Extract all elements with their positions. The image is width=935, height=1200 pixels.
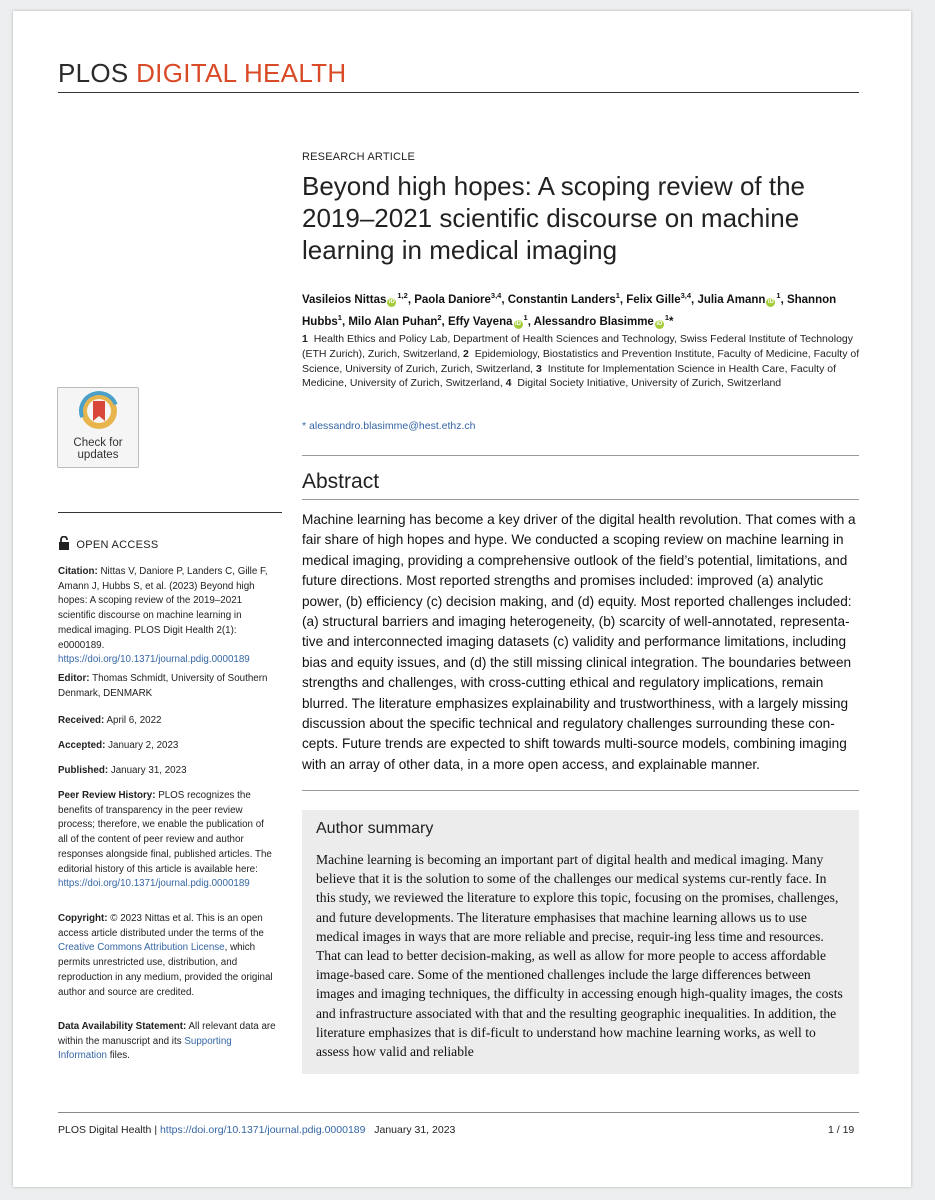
footer-rule bbox=[58, 1112, 859, 1113]
published-date: January 31, 2023 bbox=[110, 765, 187, 776]
author-separator: , bbox=[780, 293, 787, 306]
author-separator: * bbox=[669, 316, 674, 329]
footer-journal: PLOS Digital Health bbox=[58, 1124, 152, 1136]
author-affiliation-sup: 2 bbox=[437, 313, 442, 323]
journal-brand bbox=[58, 58, 346, 89]
supporting-info-link[interactable]: Supporting Information bbox=[58, 1035, 232, 1062]
author-separator: , bbox=[441, 316, 448, 329]
check-for-updates-label bbox=[57, 437, 139, 461]
abstract-bottom-rule bbox=[302, 790, 859, 791]
author-name: Constantin Landers bbox=[507, 293, 616, 306]
author-affiliation-sup: 3,4 bbox=[680, 291, 692, 300]
peer-review-text: PLOS recognizes the benefits of transparency in the peer review process; therefore, we enable the publication of all of the content of peer review and author responses alongside final, published articles. The editorial history of this article is available here: bbox=[58, 790, 272, 875]
received-block bbox=[58, 714, 276, 729]
abstract-top-rule bbox=[302, 455, 859, 456]
peer-review-block bbox=[58, 789, 276, 892]
data-availability-text-2: files. bbox=[109, 1050, 130, 1062]
data-availability-label: Data Availability Statement: bbox=[58, 1021, 187, 1032]
citation-doi-link[interactable]: https://doi.org/10.1371/journal.pdig.0000189 bbox=[58, 654, 250, 666]
page-footer bbox=[58, 1124, 455, 1136]
peer-review-label: Peer Review History: bbox=[58, 790, 156, 801]
check-line-2: updates bbox=[77, 449, 119, 461]
corresponding-marker: * bbox=[302, 420, 307, 432]
author-name: Vasileios Nittas bbox=[302, 293, 387, 306]
affiliation-number: 2 bbox=[463, 347, 469, 360]
affiliations bbox=[302, 332, 867, 391]
affiliation-text: Health Ethics and Policy Lab, Department of Health Sciences and Technology, Swiss Federal Institute of Technology (ETH Zurich), Zurich, Switzerland, bbox=[302, 333, 853, 360]
author-summary-text: Machine learning is becoming an important part of digital health and medical imaging. Many believe that it is the solution to some of the challenges our medical systems cur-rently face. In this study, we reviewed the literature to explore this topic, focusing on the promises, challenges, and future developments. The literature emphasises that machine learning allows us to use medical images in ways that are more reliable and precise, requir-ing less time and resources. That can lead to better decision-making, as well as allow for more people to access affordable image-based care. Some of the mentioned challenges include the large differences between images and imaging techniques, the difficulty in accessing enough high-quality images, the costs and infrastructure associated with that and the resulting geographic inequalities. In addition, the literature emphasizes that is dif-ficult to understand how machine learning works, as well to assess how valid and reliable bbox=[316, 852, 843, 1060]
author-name: Felix Gille bbox=[626, 293, 681, 306]
orcid-icon[interactable]: iD bbox=[656, 321, 663, 328]
copyright-block bbox=[58, 912, 276, 1000]
author-separator: , bbox=[527, 316, 534, 329]
published-label: Published: bbox=[58, 765, 109, 776]
copyright-text-2: , which permits unrestricted use, distribution, and reproduction in any medium, provided the original author and source are credited. bbox=[58, 942, 273, 998]
footer-separator: | bbox=[154, 1124, 158, 1136]
received-label: Received: bbox=[58, 715, 105, 726]
author-affiliation-sup: 1 bbox=[337, 313, 342, 323]
unlock-icon bbox=[58, 536, 70, 550]
editor-text: Thomas Schmidt, University of Southern Denmark, DENMARK bbox=[58, 673, 268, 699]
author-affiliation-sup: 3,4 bbox=[490, 291, 502, 300]
author-separator: , bbox=[619, 293, 627, 306]
editor-label: Editor: bbox=[58, 673, 90, 684]
citation-label: Citation: bbox=[58, 566, 98, 577]
author-name: Milo Alan Puhan bbox=[348, 316, 438, 329]
author-affiliation-sup: 1 bbox=[776, 291, 781, 300]
check-line-1: Check for bbox=[73, 437, 123, 449]
orcid-icon[interactable]: iD bbox=[388, 298, 395, 305]
footer-doi-link[interactable]: https://doi.org/10.1371/journal.pdig.0000189 bbox=[159, 1124, 366, 1136]
accepted-label: Accepted: bbox=[58, 740, 106, 751]
affiliation-number: 4 bbox=[505, 377, 512, 390]
received-date: April 6, 2022 bbox=[106, 715, 162, 726]
journal-prefix: PLOS bbox=[58, 58, 129, 88]
page-number: 1 / 19 bbox=[828, 1124, 855, 1136]
header-rule bbox=[58, 92, 859, 93]
affiliation-number: 3 bbox=[536, 362, 542, 375]
orcid-icon[interactable]: iD bbox=[515, 321, 522, 328]
orcid-icon[interactable]: iD bbox=[767, 298, 774, 305]
citation-block bbox=[58, 565, 276, 668]
author-separator: , bbox=[691, 293, 698, 306]
author-affiliation-sup: 1,2 bbox=[397, 291, 408, 300]
author-name: Alessandro Blasimme bbox=[533, 316, 654, 329]
author-separator: , bbox=[501, 293, 508, 306]
abstract-text: Machine learning has become a key driver of the digital health revolution. That comes with a fair share of high hopes and hype. We conducted a scoping review on machine learning in medical imaging, providing a comprehensive outlook of the field’s potential, limitations, and future directions. Most reported strengths and promises included: improved (a) analytic power, (b) efficiency (c) decision making, and (d) equity. Most reported challenges included: (a) structural barriers and imaging heterogeneity, (b) scarcity of well-annotated, representa-tive and interconnected imaging datasets (c) validity and performance limitations, including bias and equity issues, and (d) the still missing clinical integration. The boundaries between strengths and challenges, with cross-cutting ethical and regulatory implications, remain blurred. The literature emphasizes explainability and trustworthiness, with a largely missing discussion about the specific technical and regulatory challenges surrounding these con-cepts. Future trends are expected to shift towards multi-source models, combining imaging with an array of other data, in a more open access, and explainable manner. bbox=[302, 512, 856, 772]
accepted-block bbox=[58, 739, 276, 754]
author-separator: , bbox=[407, 293, 415, 306]
affiliation-number: 1 bbox=[302, 333, 308, 345]
peer-review-link[interactable]: https://doi.org/10.1371/journal.pdig.0000189 bbox=[58, 878, 250, 890]
author-affiliation-sup: 1 bbox=[664, 313, 669, 323]
author-name: Effy Vayena bbox=[447, 316, 513, 329]
author-name: Shannon Hubbs bbox=[302, 293, 837, 329]
corresponding-author bbox=[302, 420, 476, 432]
author-summary-heading: Author summary bbox=[316, 820, 434, 837]
affiliation-text: Institute for Implementation Science in Health Care, Faculty of Medicine, University of Zurich, Switzerland, bbox=[302, 362, 836, 390]
affiliation-text: Digital Society Initiative, University of Zurich, Switzerland bbox=[517, 377, 782, 390]
abstract-heading-rule bbox=[302, 499, 859, 500]
data-availability-text: All relevant data are within the manuscript and its bbox=[58, 1021, 276, 1047]
journal-name: DIGITAL HEALTH bbox=[136, 58, 347, 88]
author-affiliation-sup: 1 bbox=[615, 291, 620, 300]
copyright-label: Copyright: bbox=[58, 913, 108, 924]
abstract-heading: Abstract bbox=[302, 470, 380, 493]
article-type: RESEARCH ARTICLE bbox=[302, 151, 416, 163]
citation-text: Nittas V, Daniore P, Landers C, Gille F, Amann J, Hubbs S, et al. (2023) Beyond high hopes: A scoping review of the 2019–2021 scientific discourse on machine learning in medical imaging. PLOS Digit Health 2(1): e0000189. bbox=[58, 566, 268, 651]
open-access-text: OPEN ACCESS bbox=[76, 539, 159, 551]
cc-license-link[interactable]: Creative Commons Attribution License bbox=[58, 942, 225, 954]
author-name: Julia Amann bbox=[697, 293, 766, 306]
affiliation-text: Epidemiology, Biostatistics and Prevention Institute, Faculty of Medicine, Faculty of Science, University of Zurich, Zurich, Switzerland, bbox=[302, 347, 860, 375]
published-block bbox=[58, 764, 276, 779]
open-access-label bbox=[58, 536, 159, 551]
accepted-date: January 2, 2023 bbox=[108, 740, 179, 751]
sidebar-rule bbox=[58, 512, 282, 513]
editor-block bbox=[58, 672, 276, 701]
copyright-text: © 2023 Nittas et al. This is an open access article distributed under the terms of the bbox=[58, 913, 264, 939]
author-list bbox=[302, 287, 864, 332]
footer-date: January 31, 2023 bbox=[374, 1124, 456, 1136]
data-availability-block bbox=[58, 1020, 276, 1064]
article-title: Beyond high hopes: A scoping review of the 2019–2021 scientific discourse on machine learning in medical imaging bbox=[302, 171, 806, 265]
author-affiliation-sup: 1 bbox=[523, 313, 528, 323]
corresponding-email-link[interactable]: alessandro.blasimme@hest.ethz.ch bbox=[309, 420, 476, 432]
author-name: Paola Daniore bbox=[414, 293, 491, 306]
update-icon bbox=[58, 388, 140, 438]
author-separator: , bbox=[341, 316, 349, 329]
